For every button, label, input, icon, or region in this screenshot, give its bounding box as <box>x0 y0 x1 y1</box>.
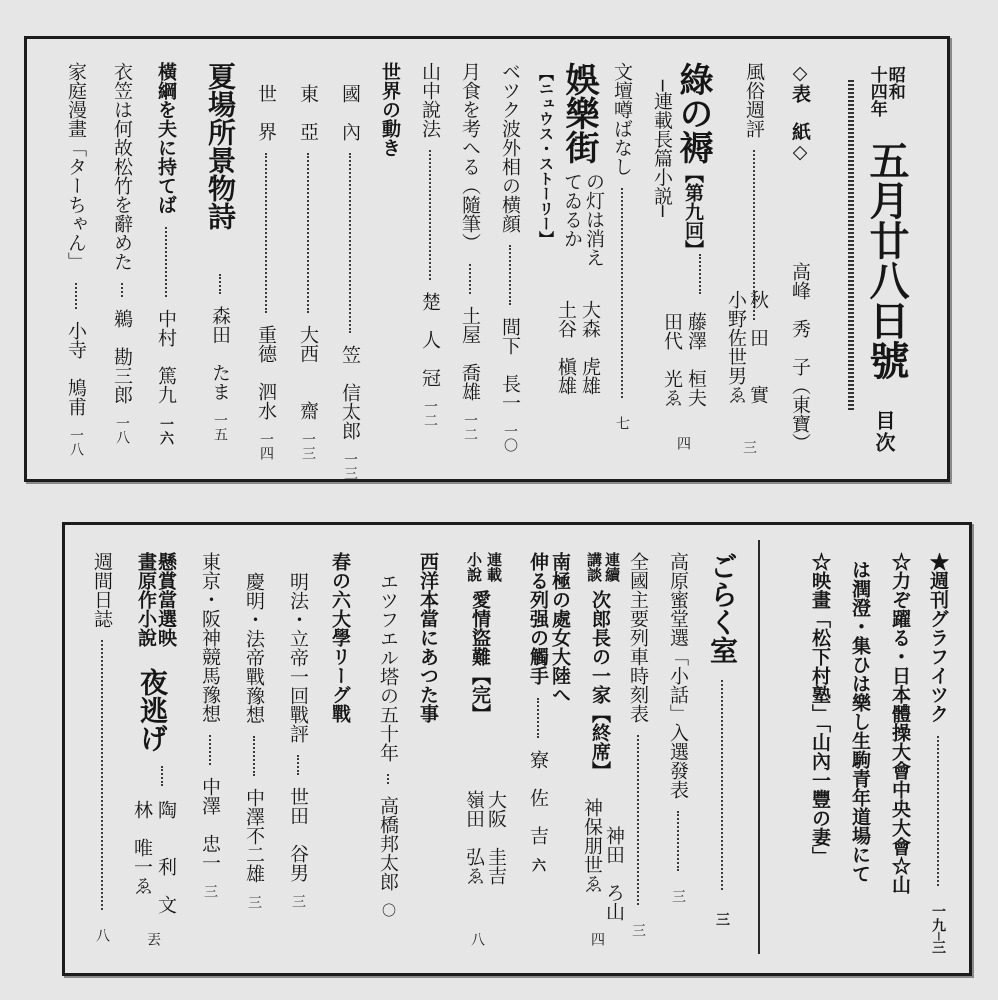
entry-title: ベツク波外相の横顔 <box>499 62 521 233</box>
entry-author: 間下 長一 <box>499 317 521 413</box>
toc-entry-sanchu <box>420 62 439 427</box>
entry-title: 伸る列强の觸手 <box>527 552 549 685</box>
leader-dots <box>265 153 267 313</box>
section-heading-graphic <box>928 552 947 955</box>
toc-entry-bundan <box>612 62 631 430</box>
leader-dots <box>721 680 723 890</box>
page-number: 四 <box>675 436 691 450</box>
leader-dots <box>253 736 255 776</box>
toc-entry-natsu <box>204 62 237 230</box>
entry-title: 衣笠は何故松竹を辭めた <box>111 62 133 271</box>
page-number: 八 <box>94 928 110 943</box>
entry-title: 家庭漫畫「ターちゃん」 <box>65 62 87 271</box>
entry-author: 世田 谷男 <box>287 787 309 883</box>
section-heading-world: 世界の動き <box>379 62 401 157</box>
aijo-label-2: 小說 <box>465 552 483 582</box>
aijo-author-2: 嶺田 弘ゑ <box>463 790 485 885</box>
natsu-byline <box>210 268 229 441</box>
aijo-label-1: 連載 <box>485 552 503 582</box>
page-number: 四 <box>589 932 605 946</box>
goraku-author-1: 大森 虎雄 <box>579 300 601 395</box>
column-divider <box>758 540 760 954</box>
midori-subtitle: ─連載長篇小説─ <box>651 80 673 217</box>
midori-author-1: 藤澤 桓夫 <box>685 312 707 407</box>
page-number: 一五 <box>212 413 228 442</box>
aijo-author-1: 大阪 圭吉 <box>485 790 507 885</box>
leader-dots <box>307 153 309 313</box>
toc-entry-kokunai <box>340 84 359 480</box>
entry-author: 高橋邦太郎 <box>377 796 399 892</box>
page-number: 三 <box>630 923 646 938</box>
entry-title: エツフエル塔の五十年 <box>377 572 399 762</box>
leader-dots <box>297 755 299 775</box>
leader-dots <box>637 735 639 905</box>
entry-title: 全國主要列車時刻表 <box>627 552 649 723</box>
toc-entry-eiffel <box>378 572 397 917</box>
mokuji-label: 目次 <box>872 410 896 454</box>
goraku-subtitle-2: てゐるか <box>561 172 583 248</box>
yonige-author-1: 陶 利 文 <box>155 800 177 914</box>
entry-author: 重德 泗水 <box>255 325 277 421</box>
goraku-note: 【ニュウス・ストーリー】 <box>537 66 555 246</box>
entry-author: 寮 佐 吉 <box>527 750 549 846</box>
goraku-author-2: 土谷 槇雄 <box>555 300 577 395</box>
kensho-label-1: 懸賞當選映 <box>155 552 177 647</box>
leader-dots <box>690 248 709 308</box>
page-number: 一六 <box>158 416 174 445</box>
jirocho-author-1: 神田 ろ山 <box>603 826 625 921</box>
page-number: 一三 <box>342 452 358 481</box>
page-number: 三 <box>714 911 730 926</box>
yonige-author-2: 林 唯一ゑ <box>131 800 153 895</box>
leader-dots <box>469 264 471 294</box>
entry-title: 橫綱を夫に持てば <box>155 62 177 214</box>
entry-title: 風俗週評 <box>743 62 765 138</box>
toc-entry-zenkoku <box>628 552 647 937</box>
jirocho-author-2: 神保朋世ゑ <box>581 798 603 893</box>
midori-author-2: 田代 光ゑ <box>661 312 683 407</box>
toc-entry-kinugasa <box>112 62 131 444</box>
entry-author: 中澤不二雄 <box>243 788 265 884</box>
entry-title: 文壇噂ばなし <box>611 62 633 176</box>
toc-entry-yonige: 夜逃げ <box>136 668 169 752</box>
jirocho-label-2: 講談 <box>585 552 603 582</box>
leader-dots <box>75 283 77 309</box>
entry-title: 東京・阪神競馬豫想 <box>199 552 221 723</box>
page-number: 一四 <box>258 432 274 461</box>
toc-entry-jirocho: 次郎長の一家【終席】 <box>589 590 611 780</box>
toc-entry-takamine <box>668 552 687 903</box>
leader-dots <box>101 640 103 910</box>
toc-entry-gesshoku <box>460 62 479 441</box>
entry-title: 月食を考へる（隨筆） <box>459 62 481 252</box>
toc-entry-shukan <box>92 552 111 942</box>
entry-title: 國 內 <box>339 84 361 141</box>
page-number: 〇 <box>380 903 396 918</box>
page-number: 一九─三 <box>930 904 946 955</box>
page-number: 一二 <box>462 413 478 442</box>
toc-entry-cover <box>790 62 809 163</box>
page-number: 一八 <box>114 416 130 445</box>
entry-title: 週間日誌 <box>91 552 113 628</box>
page-number: 三 <box>741 440 757 454</box>
page-number: 三 <box>290 894 306 909</box>
entry-author: 土屋 喬雄 <box>459 306 481 402</box>
toc-entry-aijo: 愛情盜難【完】 <box>469 590 491 723</box>
entry-title: 世 界 <box>255 84 277 141</box>
entry-author: 大西 齋 <box>297 325 319 421</box>
era-text: 昭和 <box>884 66 905 100</box>
entry-title: ◇表 紙◇ <box>789 62 811 163</box>
entry-title: 明法・立帝一回戰評 <box>287 572 309 743</box>
graphic-line-1: ☆力ぞ躍る・日本體操大會中央大會☆山 <box>889 552 911 894</box>
toc-entry-goraku-room <box>706 552 739 926</box>
leader-dots <box>209 735 211 765</box>
toc-entry-sekai <box>256 84 275 460</box>
leader-dots <box>537 698 539 738</box>
entry-author: 鵜 勘三郎 <box>111 309 133 405</box>
toc-entry-meiho <box>288 572 307 908</box>
jirocho-label-1: 連續 <box>603 552 621 582</box>
entry-author: 楚 人 冠 <box>419 292 441 388</box>
entry-author: 中村 篤九 <box>155 309 177 405</box>
page-number: 三 <box>670 889 686 904</box>
entry-author: 中澤 忠一 <box>199 777 221 873</box>
entry-author: 森田 たま <box>209 306 231 402</box>
page-number: 六 <box>530 857 546 872</box>
entry-author: 笠 信太郎 <box>339 345 361 441</box>
page-number: 七 <box>614 416 630 431</box>
leader-dots <box>937 736 939 886</box>
leader-dots <box>349 153 351 333</box>
graphic-heading-text: ★週刊グラフイツク <box>927 552 949 723</box>
entry-title: 慶明・法帝戰豫想 <box>243 572 265 724</box>
toc-entry-yokozuna <box>156 62 175 445</box>
toc-entry-nankyoku: 南極の處女大陸へ <box>549 552 571 704</box>
toc-entry-keimei <box>244 572 263 909</box>
toc-entry-beck <box>500 62 519 452</box>
year-text: 十四年 <box>866 66 887 117</box>
wavy-divider <box>848 80 854 410</box>
entry-title: ごらく室 <box>706 552 739 664</box>
section-heading-rokudai: 春の六大學リーグ戰 <box>329 552 351 723</box>
page-number: 一〇 <box>502 424 518 453</box>
leader-dots <box>387 774 389 784</box>
leader-dots <box>121 283 123 297</box>
entry-author: 小寺 鳩甫 <box>65 321 87 417</box>
entry-title: 綠の褥 <box>673 62 713 164</box>
leader-dots <box>509 245 511 305</box>
goraku-subtitle-1: の灯は消え <box>583 172 605 267</box>
entry-title: 夏場所景物詩 <box>204 62 237 230</box>
page-number: 八 <box>469 932 485 946</box>
page-number: 一三 <box>300 432 316 461</box>
page-number: 三 <box>246 895 262 910</box>
toc-entry-nankyoku-2 <box>528 552 547 872</box>
entry-title: 高原蜜堂選「小話」入選發表 <box>667 552 689 799</box>
leader-dots <box>152 760 171 800</box>
entry-title: 東 亞 <box>297 84 319 141</box>
graphic-line-3: ☆映畫「松下村塾」「山內一豐の妻」 <box>809 552 831 866</box>
cover-author: 高峰 秀 子（東寶） <box>789 262 811 452</box>
graphic-line-2: は潤澄・集ひは樂し生駒青年道場にて <box>849 560 871 883</box>
toc-entry-goraku: 娛樂街 <box>559 62 599 164</box>
kensho-label-2: 畫原作小說 <box>135 552 157 647</box>
entry-title: 山中說法 <box>419 62 441 138</box>
leader-dots <box>677 811 679 871</box>
page-number: 三 <box>202 884 218 899</box>
fuzoku-author-1: 秋 田 實 <box>747 290 769 404</box>
section-heading-seiyo: 西洋本當にあつた事 <box>417 552 439 723</box>
toc-entry-toa <box>298 84 317 460</box>
leader-dots <box>165 227 167 297</box>
leader-dots <box>429 150 431 280</box>
entry-part: 【第九回】 <box>682 164 704 259</box>
toc-entry-midori <box>673 62 713 259</box>
page-number: 一八 <box>68 428 84 457</box>
page-number: 丟 <box>145 932 161 946</box>
toc-entry-tokyo <box>200 552 219 898</box>
fuzoku-author-2: 小野佐世男ゑ <box>725 290 747 404</box>
era-label <box>885 66 904 100</box>
year-label <box>867 66 886 117</box>
toc-entry-katei <box>66 62 85 456</box>
leader-dots <box>621 188 623 398</box>
page-number: 一二 <box>422 399 438 428</box>
issue-title: 五月廿八日號 <box>863 140 910 380</box>
